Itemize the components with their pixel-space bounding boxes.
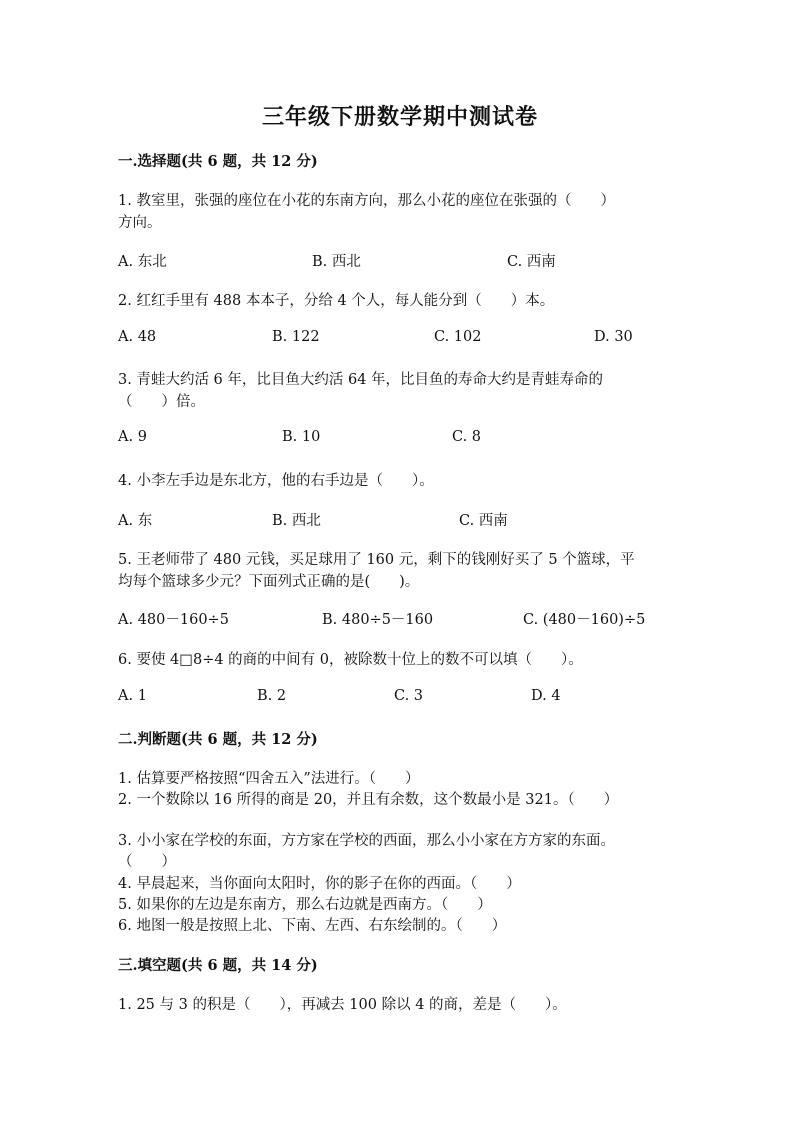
judgment-item: 6. 地图一般是按照上北、下南、左西、右东绘制的。（ ） bbox=[118, 918, 507, 934]
option-c: C. 西南 bbox=[507, 254, 556, 270]
question-text: 方向。 bbox=[118, 215, 162, 231]
question-text: 均每个篮球多少元？下面列式正确的是( )。 bbox=[118, 574, 420, 590]
option-b: B. 10 bbox=[282, 429, 321, 445]
option-a: A. 1 bbox=[118, 688, 147, 704]
option-a: A. 480－160÷5 bbox=[118, 612, 229, 628]
judgment-item: 4. 早晨起来，当你面向太阳时，你的影子在你的西面。（ ） bbox=[118, 876, 521, 892]
option-c: C. 102 bbox=[434, 329, 482, 345]
question-text: 6. 要使 4□8÷4 的商的中间有 0，被除数十位上的数不可以填（ ）。 bbox=[118, 652, 583, 668]
option-b: B. 西北 bbox=[272, 513, 321, 529]
fill-blank-item: 1. 25 与 3 的积是（ ），再减去 100 除以 4 的商，差是（ ）。 bbox=[118, 997, 567, 1013]
option-a: A. 9 bbox=[118, 429, 147, 445]
exam-title: 三年级下册数学期中测试卷 bbox=[261, 104, 538, 130]
section-heading: 一.选择题(共 6 题，共 12 分) bbox=[118, 153, 318, 170]
section-heading: 三.填空题(共 6 题，共 14 分) bbox=[118, 957, 318, 974]
option-c: C. (480－160)÷5 bbox=[523, 612, 646, 628]
option-a: A. 东北 bbox=[118, 254, 167, 270]
option-b: B. 西北 bbox=[312, 254, 361, 270]
option-b: B. 122 bbox=[272, 329, 320, 345]
question-text: 5. 王老师带了 480 元钱，买足球用了 160 元，剩下的钱刚好买了 5 个篮球，平 bbox=[118, 552, 635, 568]
question-text: 3. 青蛙大约活 6 年，比目鱼大约活 64 年，比目鱼的寿命大约是青蛙寿命的 bbox=[118, 372, 604, 388]
option-c: C. 3 bbox=[394, 688, 424, 704]
option-c: C. 西南 bbox=[459, 513, 508, 529]
option-a: A. 东 bbox=[118, 513, 153, 529]
judgment-item: （ ） bbox=[118, 854, 176, 870]
option-a: A. 48 bbox=[118, 329, 157, 345]
judgment-item: 1. 估算要严格按照“四舍五入”法进行。（ ） bbox=[118, 771, 420, 787]
option-b: B. 2 bbox=[257, 688, 287, 704]
judgment-item: 5. 如果你的左边是东南方，那么右边就是西南方。（ ） bbox=[118, 897, 492, 913]
option-c: C. 8 bbox=[452, 429, 482, 445]
judgment-item: 3. 小小家在学校的东面，方方家在学校的西面，那么小小家在方方家的东面。 bbox=[118, 833, 615, 849]
section-heading: 二.判断题(共 6 题，共 12 分) bbox=[118, 731, 318, 748]
option-d: D. 30 bbox=[594, 329, 633, 345]
question-text: 2. 红红手里有 488 本本子，分给 4 个人，每人能分到（ ）本。 bbox=[118, 293, 555, 309]
judgment-item: 2. 一个数除以 16 所得的商是 20，并且有余数，这个数最小是 321。（ ） bbox=[118, 792, 619, 808]
option-b: B. 480÷5－160 bbox=[322, 612, 434, 628]
option-d: D. 4 bbox=[531, 688, 561, 704]
question-text: 1. 教室里，张强的座位在小花的东南方向，那么小花的座位在张强的（ ） bbox=[118, 193, 615, 209]
question-text: 4. 小李左手边是东北方，他的右手边是（ ）。 bbox=[118, 473, 434, 489]
question-text: （ ）倍。 bbox=[118, 394, 205, 410]
